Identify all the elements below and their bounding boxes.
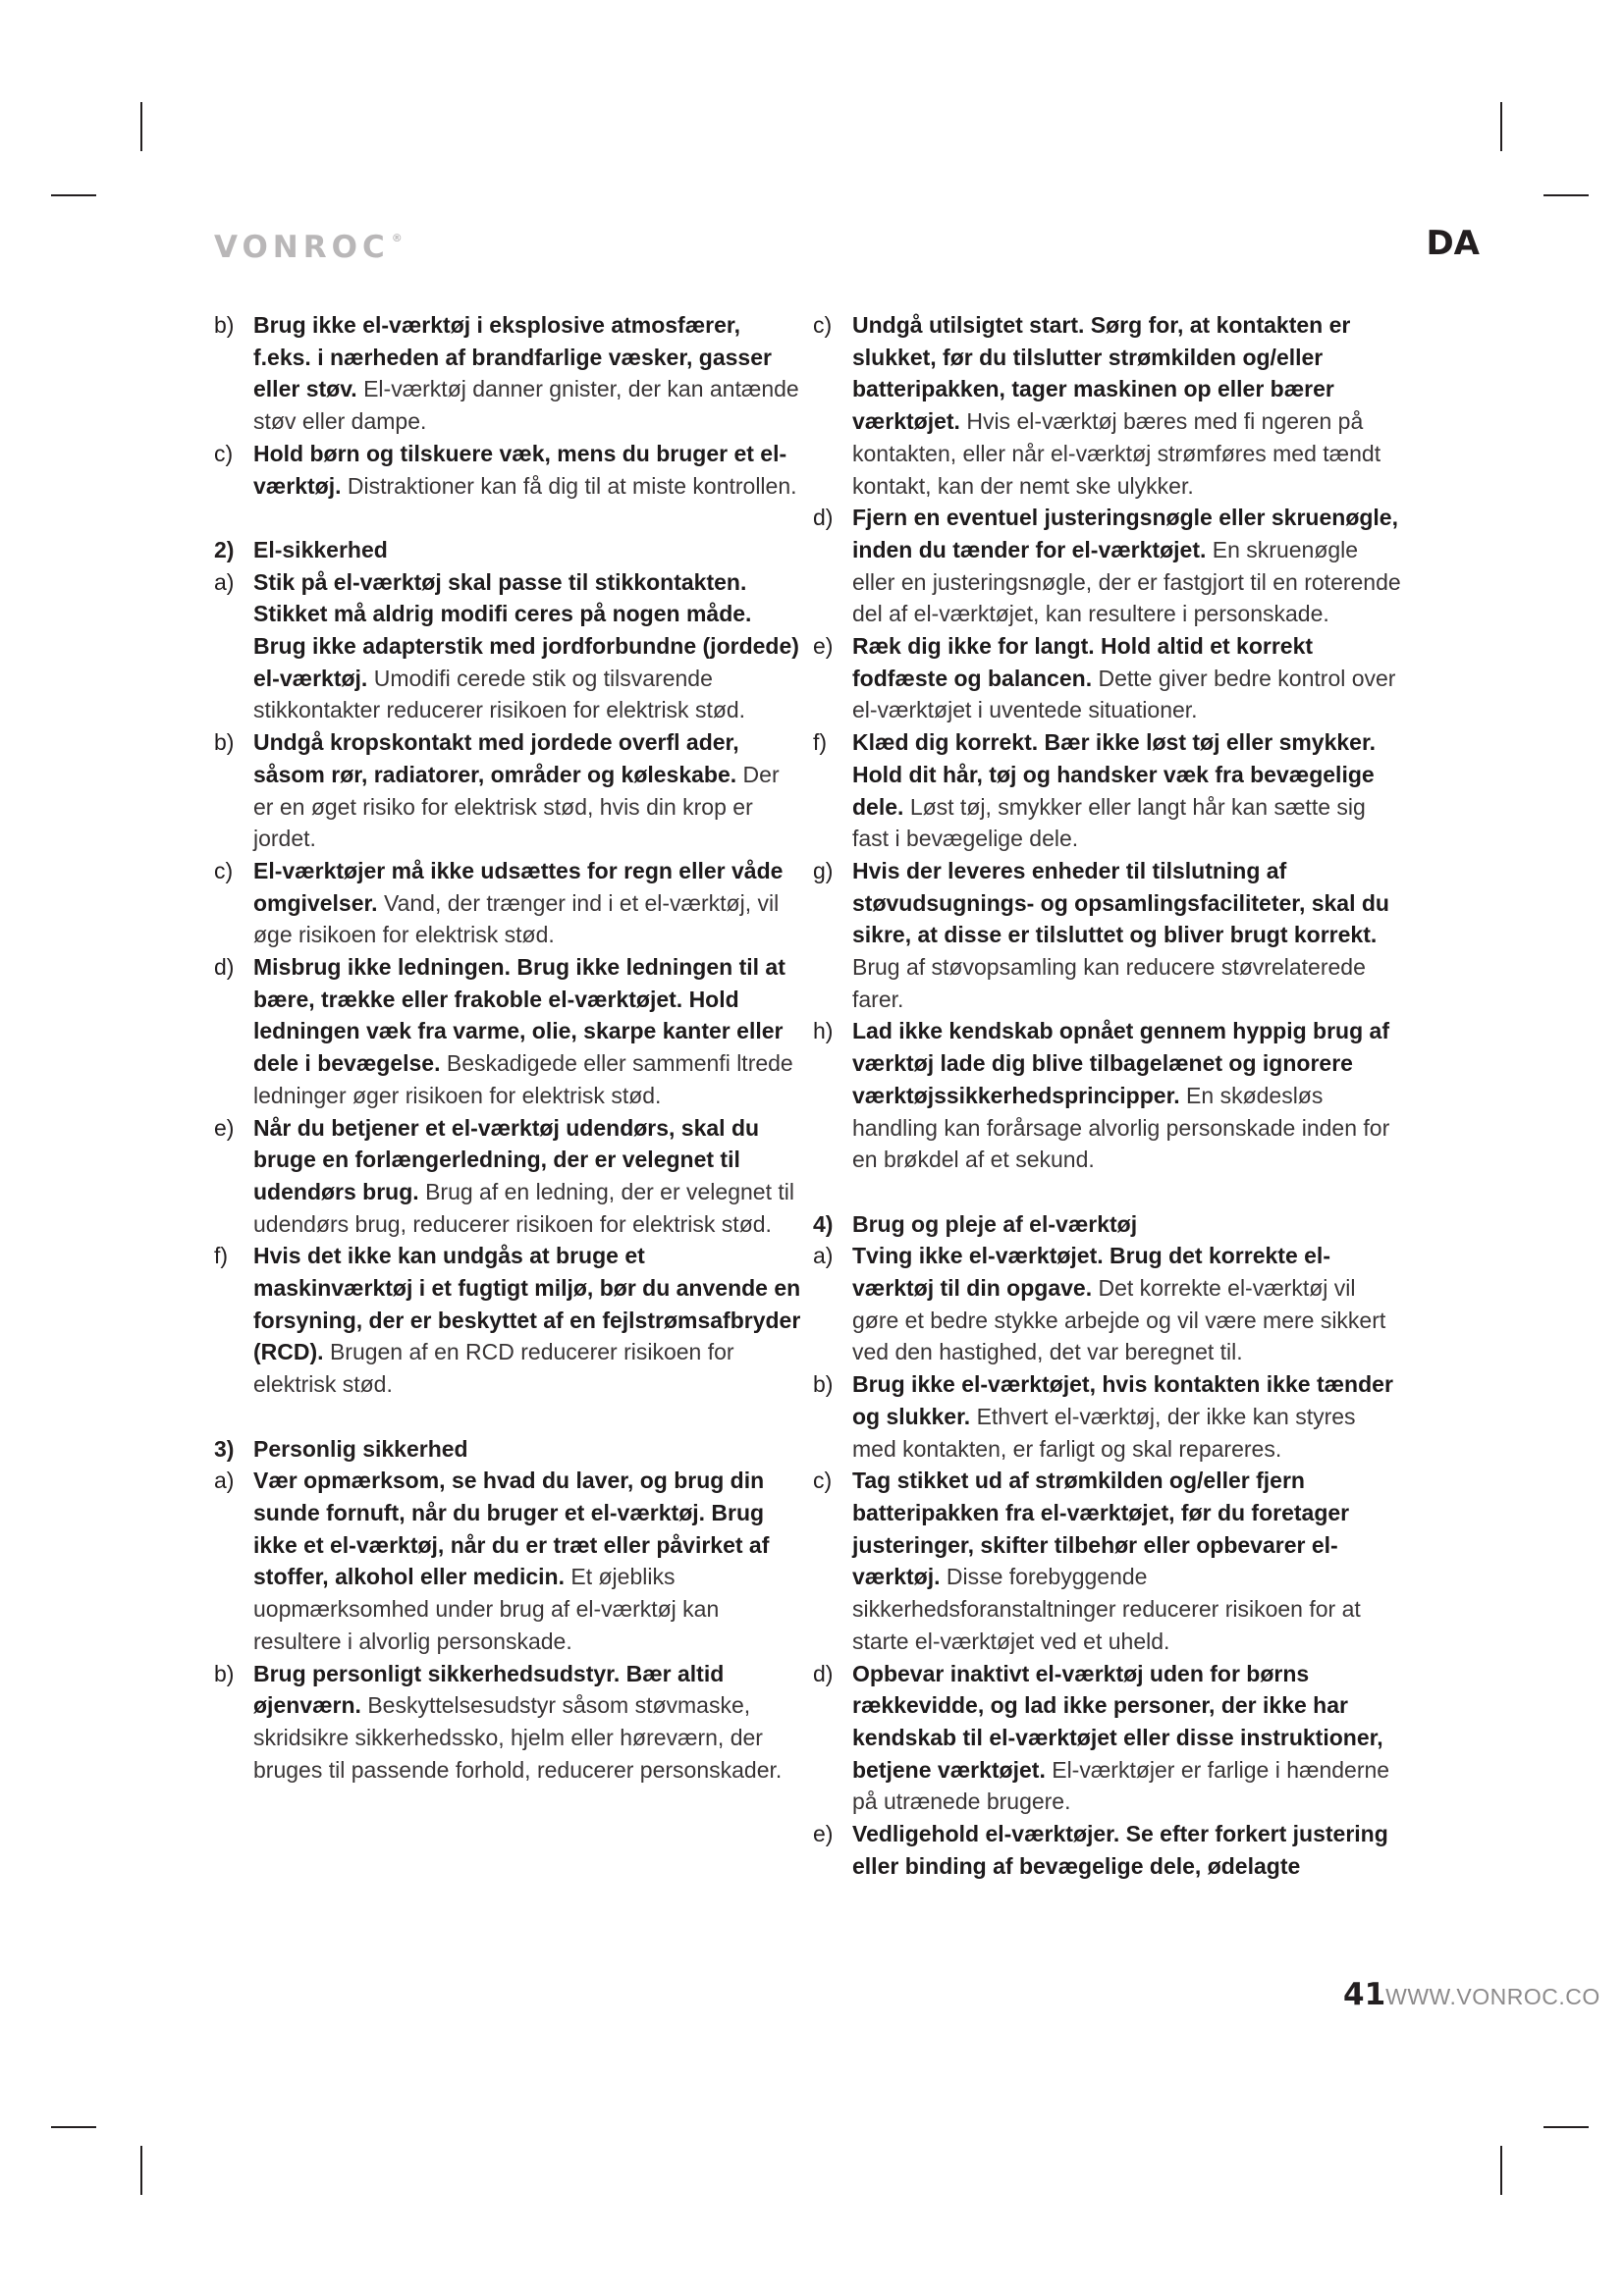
item-normal-text: En skruenøgle eller en justeringsnøgle, der er fastgjort til en roterende del af el-værktøjet, kan resultere i personskade. <box>852 536 1401 627</box>
item-bold-text: Klæd dig korrekt. Bær ikke løst tøj eller smykker. Hold dit hår, tøj og handsker væk fra bevægelige dele. <box>852 729 1377 820</box>
item-letter: a) <box>214 1468 235 1494</box>
item-bold-text: Opbevar inaktivt el-værktøj uden for børns rækkevidde, og lad ikke personer, der ikke har kendskab til el-værktøjet eller disse instruktioner, betjene værktøjet. <box>852 1660 1383 1783</box>
item-bold-text: Når du betjener et el-værktøj udendørs, skal du bruge en forlængerledning, der er velegnet til udendørs brug. <box>253 1114 760 1204</box>
safety-item <box>813 855 1402 1016</box>
item-normal-text: Beskadigede eller sammenfi ltrede ledninger øger risikoen for elektrisk stød. <box>253 1050 793 1108</box>
item-letter: a) <box>214 568 235 595</box>
item-bold-text: Brug personligt sikkerhedsudstyr. Bær altid øjenværn. <box>253 1660 725 1719</box>
brand-logo-text: VONROC <box>214 230 390 265</box>
safety-item <box>214 726 803 855</box>
item-normal-text: Brugen af en RCD reducerer risikoen for elektrisk stød. <box>253 1339 734 1398</box>
safety-item <box>813 726 1402 855</box>
safety-item <box>813 630 1402 726</box>
crop-mark <box>1543 2126 1589 2128</box>
item-normal-text: Ethvert el-værktøj, der ikke kan styres med kontakten, er farligt og skal repareres. <box>852 1403 1356 1462</box>
item-bold-text: Ræk dig ikke for langt. Hold altid et korrekt fodfæste og balancen. <box>852 633 1314 691</box>
item-bold-text: Brug ikke el-værktøjet, hvis kontakten ikke tænder og slukker. <box>852 1371 1393 1429</box>
safety-item <box>214 1112 803 1241</box>
item-bold-text: Lad ikke kendskab opnået gennem hyppig brug af værktøj lade dig blive tilbagelænet og ignorere værktøjssikkerhedsprincipper. <box>852 1018 1389 1108</box>
item-normal-text: Et øjebliks uopmærksomhed under brug af el-værktøj kan resultere i alvorlig personskade. <box>253 1564 720 1654</box>
crop-mark <box>140 102 142 151</box>
section-number: 3) <box>214 1435 235 1462</box>
safety-item <box>214 951 803 1112</box>
item-bold-text: Hvis det ikke kan undgås at bruge et maskinværktøj i et fugtigt miljø, bør du anvende en forsyning, der er beskyttet af en fejlstrømsafbryder (RCD). <box>253 1243 801 1365</box>
item-normal-text: Brug af støvopsamling kan reducere støvrelaterede farer. <box>852 954 1366 1012</box>
page-footer <box>1343 1977 1600 2012</box>
item-bold-text: El-værktøjer må ikke udsættes for regn eller våde omgivelser. <box>253 857 784 916</box>
item-bold-text: Misbrug ikke ledningen. Brug ikke ledningen til at bære, trække eller frakoble el-værktøjet. Hold ledningen væk fra varme, olie, skarpe kanter eller dele i bevægelse. <box>253 954 785 1077</box>
item-normal-text: Beskyttelsesudstyr såsom støvmaske, skridsikre sikkerhedssko, hjelm eller høreværn, der bruges til passende forhold, reducerer personskader. <box>253 1692 783 1783</box>
item-bold-text: Undgå utilsigtet start. Sørg for, at kontakten er slukket, før du tilslutter strømkilden og/eller batteripakken, tager maskinen op eller bærer værktøjet. <box>852 312 1351 435</box>
safety-item <box>214 566 803 727</box>
section-heading <box>813 1208 1402 1241</box>
item-bold-text: Undgå kropskontakt med jordede overfl ader, såsom rør, radiatorer, områder og køleskabe. <box>253 729 739 787</box>
trademark-mark: ® <box>391 232 403 244</box>
item-letter: c) <box>813 1468 833 1494</box>
safety-item <box>813 1658 1402 1819</box>
crop-mark <box>1500 102 1502 151</box>
section-title: Brug og pleje af el-værktøj <box>852 1210 1138 1237</box>
item-bold-text: Fjern en eventuel justeringsnøgle eller skruenøgle, inden du tænder for el-værktøjet. <box>852 505 1398 562</box>
item-letter: h) <box>813 1018 834 1044</box>
item-normal-text: El-værktøjer er farlige i hænderne på utrænede brugere. <box>852 1756 1390 1815</box>
crop-mark <box>140 2146 142 2195</box>
item-bold-text: Tag stikket ud af strømkilden og/eller fjern batteripakken fra el-værktøjet, før du foretager justeringer, skifter tilbehør eller opbevarer el-værktøj. <box>852 1468 1350 1590</box>
item-normal-text: Det korrekte el-værktøj vil gøre et bedre stykke arbejde og vil være mere sikkert ved den hastighed, det var beregnet til. <box>852 1275 1386 1365</box>
safety-item <box>214 855 803 951</box>
item-normal-text: El-værktøj danner gnister, der kan antænde støv eller dampe. <box>253 376 799 435</box>
item-normal-text: Distraktioner kan få dig til at miste kontrollen. <box>347 472 797 499</box>
item-normal-text: Løst tøj, smykker eller langt hår kan sætte sig fast i bevægelige dele. <box>852 793 1366 852</box>
item-letter: e) <box>214 1114 235 1141</box>
item-letter: b) <box>214 312 235 338</box>
item-letter: a) <box>813 1243 834 1269</box>
safety-item <box>813 1465 1402 1657</box>
item-bold-text: Hvis der leveres enheder til tilslutning af støvudsugnings- og opsamlingsfaciliteter, skal du sikre, at disse er tilsluttet og bliver brugt korrekt. <box>852 857 1389 948</box>
item-bold-text: Hold børn og tilskuere væk, mens du bruger et el-værktøj. <box>253 440 787 499</box>
item-bold-text: Vedligehold el-værktøjer. Se efter forkert justering eller binding af bevægelige dele, ødelagte <box>852 1821 1388 1879</box>
safety-item <box>214 1465 803 1657</box>
section-heading <box>214 1433 803 1466</box>
safety-item <box>214 1658 803 1787</box>
safety-item <box>813 309 1402 502</box>
item-normal-text: Hvis el-værktøj bæres med fi ngeren på kontakten, eller når el-værktøj strømføres med tændt kontakt, kan der nemt ske ulykker. <box>852 408 1381 499</box>
safety-item <box>813 1015 1402 1176</box>
item-normal-text: Umodifi cerede stik og tilsvarende stikkontakter reducerer risikoen for elektrisk stød. <box>253 665 746 723</box>
safety-item <box>813 1368 1402 1465</box>
item-letter: b) <box>214 1660 235 1686</box>
item-letter: f) <box>813 729 828 756</box>
item-letter: e) <box>813 1821 834 1847</box>
item-letter: g) <box>813 857 834 883</box>
item-bold-text: Brug ikke el-værktøj i eksplosive atmosfærer, f.eks. i nærheden af brandfarlige væsker, gasser eller støv. <box>253 312 772 402</box>
crop-mark <box>51 2126 96 2128</box>
item-bold-text: Vær opmærksom, se hvad du laver, og brug din sunde fornuft, når du bruger et el-værktøj. Brug ikke et el-værktøj, når du er træt eller påvirket af stoffer, alkohol eller medicin. <box>253 1468 770 1590</box>
item-letter: c) <box>214 440 234 466</box>
item-bold-text: Stik på el-værktøj skal passe til stikkontakten. Stikket må aldrig modifi ceres på nogen måde. Brug ikke adapterstik med jordforbundne (jordede) el-værktøj. <box>253 568 799 691</box>
safety-item <box>813 502 1402 630</box>
right-column <box>813 309 1402 1882</box>
crop-mark <box>1500 2146 1502 2195</box>
item-normal-text: Brug af en ledning, der er velegnet til udendørs brug, reducerer risikoen for elektrisk stød. <box>253 1178 794 1237</box>
left-column <box>214 309 803 1786</box>
safety-item <box>214 438 803 502</box>
item-bold-text: Tving ikke el-værktøjet. Brug det korrekte el-værktøj til din opgave. <box>852 1243 1330 1302</box>
item-letter: c) <box>214 857 234 883</box>
item-letter: d) <box>214 954 235 981</box>
language-code: DA <box>1426 224 1480 263</box>
safety-item <box>813 1818 1402 1882</box>
item-normal-text: En skødesløs handling kan forårsage alvorlig personskade inden for en brøkdel af et sekund. <box>852 1082 1390 1173</box>
item-letter: d) <box>813 1660 834 1686</box>
item-letter: d) <box>813 505 834 531</box>
item-letter: b) <box>813 1371 834 1398</box>
section-title: El-sikkerhed <box>253 536 388 562</box>
item-letter: b) <box>214 729 235 756</box>
safety-item <box>214 309 803 438</box>
section-number: 4) <box>813 1210 834 1237</box>
crop-mark <box>1543 194 1589 196</box>
safety-item <box>813 1240 1402 1368</box>
item-letter: e) <box>813 633 834 660</box>
section-number: 2) <box>214 536 235 562</box>
item-letter: f) <box>214 1243 229 1269</box>
item-normal-text: Vand, der trænger ind i et el-værktøj, vil øge risikoen for elektrisk stød. <box>253 889 780 948</box>
brand-logo <box>214 232 403 263</box>
crop-mark <box>51 194 96 196</box>
section-title: Personlig sikkerhed <box>253 1435 468 1462</box>
item-normal-text: Dette giver bedre kontrol over el-værktøjet i uventede situationer. <box>852 665 1396 723</box>
safety-item <box>214 1240 803 1401</box>
section-heading <box>214 534 803 566</box>
item-normal-text: Disse forebyggende sikkerhedsforanstaltninger reducerer risikoen for at starte el-værktøjet ved et uheld. <box>852 1564 1361 1654</box>
page-number: 41 <box>1343 1977 1386 2012</box>
item-normal-text: Der er en øget risiko for elektrisk stød, hvis din krop er jordet. <box>253 761 780 852</box>
item-letter: c) <box>813 312 833 338</box>
website-url: WWW.VONROC.CO <box>1385 1984 1600 2009</box>
